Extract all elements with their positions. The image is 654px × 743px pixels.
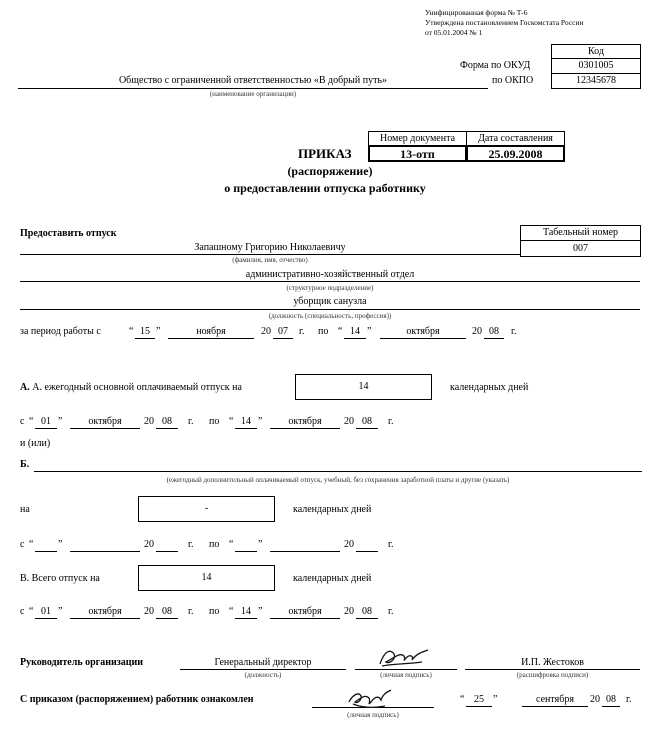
tab-number-value: 007 [520,240,641,257]
section-b-to-year-line [356,551,378,552]
signature-caption: (личная подпись) [380,671,432,679]
grant-label: Предоставить отпуск [20,228,117,239]
section-a-to-year: 08 [362,416,372,427]
ack-month: сентября [536,694,574,705]
section-a-from-year: 08 [162,416,172,427]
okpo-label: по ОКПО [492,75,534,86]
to-word: по [318,326,329,337]
period-to-year-line [484,338,504,339]
head-position-line [180,669,346,670]
position-caption: (должность) [244,671,282,679]
section-a-from-day: 01 [41,416,51,427]
doc-number-label: Номер документа [368,131,467,146]
section-v-to-month-line [270,618,340,619]
position-line [20,309,640,310]
form-line-1: Унифицированная форма № Т-6 [425,8,528,17]
quote-close: ” [493,694,498,705]
quote-close: ” [58,539,63,550]
period-to-day-line [344,338,366,339]
section-v-label: В. Всего отпуск на [20,573,100,584]
position: уборщик санузла [293,296,367,307]
g-label: г. [188,416,194,427]
g-label: г. [188,606,194,617]
quote-open: “ [29,606,34,617]
century: 20 [344,606,354,617]
quote-close: ” [258,606,263,617]
section-a-from-month-line [70,428,140,429]
section-v-from-day-line [35,618,57,619]
section-b-to-month-line [270,551,340,552]
organization-caption: (наименование организации) [209,90,297,98]
period-from-year-line [273,338,293,339]
or-label: и (или) [20,438,51,449]
head-label: Руководитель организации [20,657,144,668]
quote-open: “ [229,539,234,550]
quote-open: “ [338,326,343,337]
century: 20 [344,539,354,550]
code-header: Код [551,44,641,59]
okud-value: 0301005 [551,58,641,74]
section-b-line [34,471,642,472]
period-prefix: за период работы с [20,326,101,337]
po-word: по [209,539,220,550]
ack-year: 08 [606,694,616,705]
quote-open: “ [229,416,234,427]
g-label: г. [388,539,394,550]
quote-open: “ [460,694,465,705]
section-b-days-suffix: календарных дней [293,504,372,515]
section-v-from-month: октября [88,606,122,617]
employee-name: Запашному Григорию Николаевичу [194,242,346,253]
form-line-3: от 05.01.2004 № 1 [425,28,483,37]
head-name: И.П. Жестоков [521,657,584,668]
head-signature-icon [372,642,432,672]
section-v-to-day: 14 [241,606,251,617]
s-word: с [20,539,25,550]
section-v-days: 14 [138,565,275,591]
organization-line [18,88,488,89]
century: 20 [144,539,154,550]
century: 20 [144,416,154,427]
century: 20 [344,416,354,427]
okud-label: Форма по ОКУД [460,60,531,71]
section-a-to-day: 14 [241,416,251,427]
section-a-to-day-line [235,428,257,429]
employee-signature-icon [345,684,395,712]
g-label: г. [188,539,194,550]
section-b-from-month-line [70,551,140,552]
doc-date-label: Дата составления [466,131,565,146]
decode-caption: (расшифровка подписи) [516,671,589,679]
section-b-days: - [138,496,275,522]
section-v-to-month: октября [288,606,322,617]
quote-close: ” [367,326,372,337]
department-line [20,281,640,282]
section-v-from-day: 01 [41,606,51,617]
period-to-month-line [380,338,466,339]
signature-caption: (личная подпись) [347,711,399,719]
department: административно-хозяйственный отдел [245,269,415,280]
period-to-day: 14 [350,326,360,337]
employee-name-caption: (фамилия, имя, отчество) [232,256,308,264]
po-word: по [209,416,220,427]
doc-date: 25.09.2008 [466,145,565,162]
section-b-from-day-line [35,551,57,552]
quote-open: “ [229,606,234,617]
quote-open: “ [29,539,34,550]
quote-close: ” [258,416,263,427]
century: 20 [472,326,482,337]
period-from-day: 15 [140,326,150,337]
section-b-caption: (ежегодный дополнительный оплачиваемый отпуск, учебный, без сохранения заработной платы и другие (указать) [166,476,510,484]
century: 20 [590,694,600,705]
period-to-year: 08 [489,326,499,337]
organization-name: Общество с ограниченной ответственностью «В добрый путь» [118,75,388,86]
quote-close: ” [58,416,63,427]
quote-close: ” [156,326,161,337]
s-word: с [20,416,25,427]
section-a-days: 14 [295,374,432,400]
period-from-year: 07 [278,326,288,337]
order-heading: о предоставлении отпуска работнику [224,181,426,195]
section-b-to-day-line [235,551,257,552]
period-to-month: октября [406,326,440,337]
ack-month-line [522,706,588,707]
section-a-from-day-line [35,428,57,429]
doc-number: 13-отп [368,145,467,162]
section-v-days-suffix: календарных дней [293,573,372,584]
order-title: ПРИКАЗ [298,146,352,161]
department-caption: (структурное подразделение) [286,284,374,292]
s-word: с [20,606,25,617]
position-caption: (должность (специальность, профессия)) [268,312,392,320]
period-from-month-line [168,338,254,339]
employee-name-line [20,254,520,255]
g-label: г. [511,326,517,337]
tab-number-label: Табельный номер [520,225,641,241]
quote-open: “ [29,416,34,427]
g-label: г. [299,326,305,337]
head-position: Генеральный директор [214,657,312,668]
head-name-line [465,669,640,670]
section-a-label: А. А. ежегодный основной оплачиваемый отпуск на [20,382,242,393]
po-word: по [209,606,220,617]
section-v-to-day-line [235,618,257,619]
section-a-from-month: октября [88,416,122,427]
order-subtitle: (распоряжение) [287,164,373,178]
g-label: г. [388,416,394,427]
section-a-days-suffix: календарных дней [450,382,529,393]
section-b-na: на [20,504,30,515]
form-line-2: Утверждена постановлением Госкомстата России [425,18,584,27]
ack-day: 25 [474,694,484,705]
okpo-value: 12345678 [551,73,641,89]
section-a-to-month-line [270,428,340,429]
century: 20 [261,326,271,337]
section-v-from-year: 08 [162,606,172,617]
period-from-day-line [135,338,155,339]
ack-day-line [466,706,492,707]
g-label: г. [388,606,394,617]
section-b-from-year-line [156,551,178,552]
century: 20 [144,606,154,617]
section-v-to-year: 08 [362,606,372,617]
quote-close: ” [58,606,63,617]
section-v-to-year-line [356,618,378,619]
quote-close: ” [258,539,263,550]
ack-year-line [602,706,620,707]
section-a-from-year-line [156,428,178,429]
section-b-label: Б. [20,459,30,470]
ack-label: С приказом (распоряжением) работник ознакомлен [20,694,254,705]
section-v-from-month-line [70,618,140,619]
section-v-from-year-line [156,618,178,619]
period-from-month: ноября [196,326,226,337]
section-a-to-month: октября [288,416,322,427]
section-a-to-year-line [356,428,378,429]
quote-open: “ [129,326,134,337]
g-label: г. [626,694,632,705]
